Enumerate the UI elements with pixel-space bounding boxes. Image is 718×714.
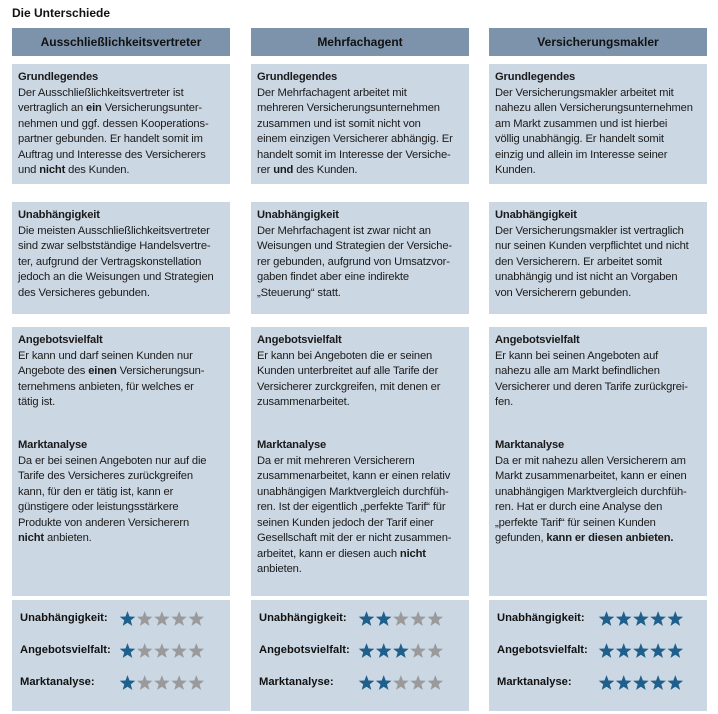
star-filled-icon — [120, 643, 136, 658]
section-heading: Grundlegendes — [495, 71, 576, 83]
rating-label: Unabhängigkeit: — [20, 612, 108, 624]
star-filled-icon — [668, 643, 684, 658]
rating-label: Marktanalyse: — [259, 676, 334, 688]
text-line: ren. Hat er durch eine Analyse den — [495, 501, 663, 513]
rating-panel — [12, 600, 230, 711]
rating-label: Marktanalyse: — [20, 676, 95, 688]
section-text — [18, 86, 224, 179]
section-heading: Angebotsvielfalt — [18, 334, 103, 346]
star-filled-icon — [633, 643, 649, 658]
rating-label: Marktanalyse: — [497, 676, 572, 688]
text-line: ter, aufgrund der Vertragskonstellation — [18, 255, 202, 268]
section-heading: Marktanalyse — [257, 439, 327, 451]
star-filled-icon — [120, 611, 136, 626]
section-heading: Unabhängigkeit — [18, 209, 100, 221]
text-line: handelt somit im Interesse der Versiche- — [257, 148, 451, 161]
section-grundlegendes — [489, 64, 707, 184]
text-line: nur seinen Kunden verpflichtet und nicht — [495, 240, 689, 252]
rating-row-unabhaengigkeit — [12, 608, 230, 630]
stars-svg — [119, 610, 205, 628]
text-line: günstigere oder leistungsstärkere — [18, 501, 179, 513]
star-filled-icon — [376, 675, 392, 690]
section-text — [18, 349, 224, 411]
star-filled-icon — [599, 611, 615, 626]
text-line: unabhängigen Marktvergleich durchfüh- — [257, 485, 449, 498]
text-line: Da er mit nahezu allen Versicherern am — [495, 454, 686, 467]
text-line: Da er mit mehreren Versicherern — [257, 454, 415, 467]
column-versicherungsmakler — [489, 28, 707, 688]
section-text — [257, 224, 463, 302]
text-line: anbieten. — [257, 563, 302, 575]
star-rating — [119, 642, 205, 660]
text-line: vertraglich an ein Versicherungsunter- — [18, 102, 202, 114]
text-line: den Versicherern. Er arbeitet somit — [495, 255, 662, 268]
rating-label: Angebotsvielfalt: — [259, 644, 350, 656]
text-line: ternehmens anbieten, für welches er — [18, 380, 194, 393]
section-heading: Grundlegendes — [257, 71, 338, 83]
star-rating — [119, 610, 205, 628]
text-line: „Steuerung“ statt. — [257, 286, 341, 299]
text-line: von Versicherern gebunden. — [495, 286, 632, 299]
text-line: Die meisten Ausschließlichkeitsvertreter — [18, 224, 210, 237]
star-filled-icon — [650, 611, 666, 626]
text-line: und nicht des Kunden. — [18, 164, 130, 176]
section-angebotsvielfalt — [251, 327, 469, 435]
rating-label: Unabhängigkeit: — [259, 612, 347, 624]
rating-row-unabhaengigkeit — [251, 608, 469, 630]
section-text — [495, 224, 701, 302]
column-ausschliesslichkeitsvertreter — [12, 28, 230, 688]
rating-row-marktanalyse — [489, 672, 707, 694]
text-line: rer und des Kunden. — [257, 164, 358, 176]
text-line: zusammen und ist somit nicht von — [257, 117, 421, 130]
star-empty-icon — [171, 643, 187, 658]
text-line: Der Ausschließlichkeitsvertreter ist — [18, 86, 184, 99]
star-empty-icon — [137, 675, 153, 690]
star-filled-icon — [668, 611, 684, 626]
section-heading: Unabhängigkeit — [257, 209, 339, 221]
text-line: Auftrag und Interesse des Versicherers — [18, 148, 206, 161]
text-line: nahezu allen Versicherungsunternehmen — [495, 102, 693, 114]
text-line: Er kann bei Angeboten die er seinen — [257, 349, 433, 362]
column-header: Ausschließlichkeitsvertreter — [12, 28, 230, 56]
star-empty-icon — [189, 643, 205, 658]
text-line: sind zwar selbstständige Handelsvertre- — [18, 240, 211, 252]
text-line: Versicherer zurckgreifen, mit denen er — [257, 380, 441, 393]
text-line: seinen Kunden jedoch der Tarif einer — [257, 516, 434, 529]
star-filled-icon — [616, 611, 632, 626]
text-line: fen. — [495, 396, 514, 408]
rating-label: Angebotsvielfalt: — [20, 644, 111, 656]
star-filled-icon — [393, 643, 409, 658]
star-filled-icon — [359, 643, 375, 658]
star-filled-icon — [359, 675, 375, 690]
text-line: nehmen und ggf. dessen Kooperations- — [18, 117, 209, 130]
text-line: Er kann bei seinen Angeboten auf — [495, 349, 659, 362]
stars-svg — [358, 674, 444, 692]
section-text — [495, 454, 701, 547]
text-line: Der Versicherungsmakler arbeitet mit — [495, 86, 674, 99]
stars-svg — [358, 642, 444, 660]
star-empty-icon — [154, 675, 170, 690]
star-filled-icon — [120, 675, 136, 690]
rating-row-angebotsvielfalt — [489, 640, 707, 662]
section-unabhaengigkeit — [489, 202, 707, 314]
section-angebotsvielfalt — [12, 327, 230, 435]
rating-panel — [251, 600, 469, 711]
column-mehrfachagent — [251, 28, 469, 688]
emphasis: nicht — [18, 532, 44, 544]
star-filled-icon — [650, 675, 666, 690]
star-filled-icon — [633, 611, 649, 626]
section-text — [257, 86, 463, 179]
emphasis: kann er diesen anbieten. — [546, 532, 674, 544]
star-filled-icon — [633, 675, 649, 690]
text-line: Tarife des Versicheres zurückgreifen — [18, 470, 193, 482]
section-text — [18, 224, 224, 302]
section-heading: Marktanalyse — [18, 439, 88, 451]
star-rating — [598, 642, 684, 660]
stars-svg — [119, 642, 205, 660]
text-line: Markt zusammenarbeitet, kann er einen — [495, 470, 687, 482]
star-empty-icon — [171, 611, 187, 626]
section-heading: Marktanalyse — [495, 439, 565, 451]
rating-row-angebotsvielfalt — [251, 640, 469, 662]
text-line: einem einzigen Versicherer abhängig. Er — [257, 133, 453, 145]
text-line: einzig und allein im Interesse seiner — [495, 148, 668, 161]
text-line: Der Versicherungsmakler ist vertraglich — [495, 224, 684, 237]
star-rating — [598, 610, 684, 628]
star-empty-icon — [410, 643, 426, 658]
section-text — [495, 86, 701, 179]
text-line: Produkte von anderen Versicherern — [18, 516, 190, 529]
star-rating — [358, 642, 444, 660]
text-line: „perfekte Tarif“ für seinen Kunden — [495, 516, 656, 529]
star-empty-icon — [171, 675, 187, 690]
stars-svg — [119, 674, 205, 692]
stars-svg — [598, 610, 684, 628]
text-line: rer gebunden, aufgrund von Umsatzvor- — [257, 255, 450, 268]
rating-label: Unabhängigkeit: — [497, 612, 585, 624]
star-filled-icon — [668, 675, 684, 690]
star-rating — [358, 674, 444, 692]
star-empty-icon — [189, 675, 205, 690]
star-filled-icon — [616, 675, 632, 690]
star-empty-icon — [393, 611, 409, 626]
text-line: gefunden, kann er diesen anbieten. — [495, 532, 674, 544]
stars-svg — [598, 674, 684, 692]
star-filled-icon — [650, 643, 666, 658]
rating-panel — [489, 600, 707, 711]
text-line: partner gebunden. Er handelt somit im — [18, 133, 203, 145]
star-empty-icon — [410, 611, 426, 626]
star-rating — [119, 674, 205, 692]
text-line: des Versicheres gebunden. — [18, 286, 150, 299]
section-text — [257, 349, 463, 411]
star-empty-icon — [428, 675, 444, 690]
text-line: Der Mehrfachagent ist zwar nicht an — [257, 224, 431, 237]
section-marktanalyse — [12, 432, 230, 596]
text-line: nicht anbieten. — [18, 532, 92, 544]
rating-row-angebotsvielfalt — [12, 640, 230, 662]
section-heading: Angebotsvielfalt — [495, 334, 580, 346]
star-empty-icon — [410, 675, 426, 690]
text-line: Weisungen und Strategien der Versiche- — [257, 240, 452, 252]
column-header: Mehrfachagent — [251, 28, 469, 56]
text-line: zusammenarbeitet, kann er einen relativ — [257, 470, 451, 482]
section-text — [257, 454, 463, 578]
text-line: Da er bei seinen Angeboten nur auf die — [18, 454, 207, 467]
emphasis: nicht — [39, 164, 66, 176]
text-line: zusammenarbeitet. — [257, 396, 350, 408]
star-filled-icon — [616, 643, 632, 658]
rating-row-marktanalyse — [12, 672, 230, 694]
rating-row-marktanalyse — [251, 672, 469, 694]
text-line: Gesellschaft mit der er nicht zusammen- — [257, 532, 452, 544]
section-grundlegendes — [251, 64, 469, 184]
star-filled-icon — [599, 675, 615, 690]
emphasis: einen — [88, 365, 117, 377]
star-rating — [598, 674, 684, 692]
text-line: Der Mehrfachagent arbeitet mit — [257, 86, 407, 99]
text-line: unabhängigen Marktvergleich durchfüh- — [495, 485, 687, 498]
rating-label: Angebotsvielfalt: — [497, 644, 588, 656]
emphasis: nicht — [399, 547, 426, 560]
column-header: Versicherungsmakler — [489, 28, 707, 56]
star-empty-icon — [189, 611, 205, 626]
rating-row-unabhaengigkeit — [489, 608, 707, 630]
star-empty-icon — [154, 643, 170, 658]
section-angebotsvielfalt — [489, 327, 707, 435]
text-line: tätig ist. — [18, 396, 56, 408]
star-filled-icon — [599, 643, 615, 658]
stars-svg — [358, 610, 444, 628]
text-line: Kunden unterbreitet auf alle Tarife der — [257, 365, 439, 377]
section-unabhaengigkeit — [251, 202, 469, 314]
text-line: nahezu alle am Markt befindlichen — [495, 365, 660, 377]
section-heading: Angebotsvielfalt — [257, 334, 342, 346]
section-heading: Unabhängigkeit — [495, 209, 577, 221]
text-line: Versicherer und deren Tarife zurückgrei- — [495, 380, 688, 393]
star-rating — [358, 610, 444, 628]
section-heading: Grundlegendes — [18, 71, 99, 83]
star-empty-icon — [393, 675, 409, 690]
text-line: jedoch an die Weisungen und Strategien — [18, 271, 214, 283]
text-line: völlig unabhängig. Er handelt somit — [495, 133, 664, 145]
text-line: Angebote des einen Versicherungsun- — [18, 365, 205, 377]
stars-svg — [598, 642, 684, 660]
star-empty-icon — [428, 643, 444, 658]
text-line: Er kann und darf seinen Kunden nur — [18, 349, 193, 362]
star-empty-icon — [154, 611, 170, 626]
star-filled-icon — [376, 643, 392, 658]
star-empty-icon — [428, 611, 444, 626]
emphasis: ein — [86, 102, 102, 114]
text-line: am Markt zusammen und ist hierbei — [495, 117, 668, 130]
emphasis: und — [273, 164, 294, 176]
text-line: unabhängig und ist nicht an Vorgaben — [495, 271, 678, 283]
text-line: gaben findet aber eine indirekte — [257, 271, 409, 283]
page-title: Die Unterschiede — [12, 6, 111, 20]
star-empty-icon — [137, 643, 153, 658]
section-grundlegendes — [12, 64, 230, 184]
text-line: mehreren Versicherungsunternehmen — [257, 102, 440, 114]
text-line: Kunden. — [495, 164, 536, 176]
section-marktanalyse — [489, 432, 707, 596]
star-filled-icon — [359, 611, 375, 626]
section-marktanalyse — [251, 432, 469, 596]
text-line: kann, für den er tätig ist, kann er — [18, 485, 174, 498]
section-text — [495, 349, 701, 411]
star-empty-icon — [137, 611, 153, 626]
text-line: ren. Ist der eigentlich „perfekte Tarif“ für — [257, 501, 446, 513]
section-unabhaengigkeit — [12, 202, 230, 314]
section-text — [18, 454, 224, 547]
star-filled-icon — [376, 611, 392, 626]
text-line: arbeitet, kann er diesen auch nicht — [257, 547, 426, 560]
